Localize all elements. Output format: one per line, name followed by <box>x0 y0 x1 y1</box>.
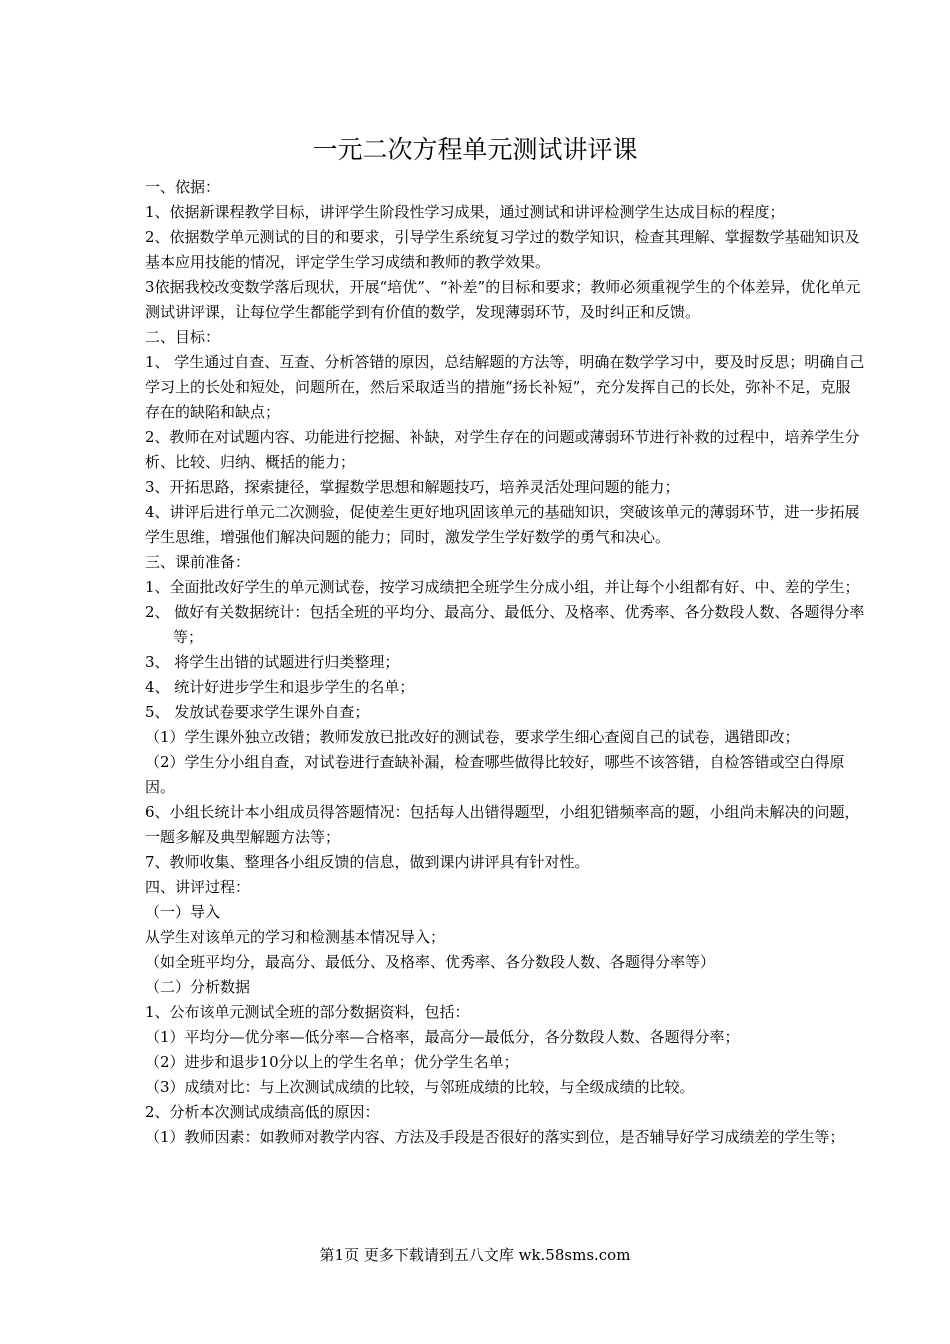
paragraph: 三、课前准备： <box>145 553 251 571</box>
paragraph: （1）教师因素：如教师对教学内容、方法及手段是否很好的落实到位，是否辅导好学习成绩差的学生等； <box>145 1128 845 1146</box>
paragraph: （1）学生课外独立改错；教师发放已批改好的测试卷，要求学生细心查阅自己的试卷，遇错即改； <box>145 728 800 746</box>
paragraph: （2）学生分小组自查，对试卷进行查缺补漏，检查哪些做得比较好，哪些不该答错，自检答错或空白得原因。 <box>145 753 845 796</box>
paragraph: 1、全面批改好学生的单元测试卷，按学习成绩把全班学生分成小组，并让每个小组都有好、中、差的学生； <box>145 578 860 596</box>
paragraph: （二）分析数据 <box>145 978 251 996</box>
paragraph: 3依据我校改变数学落后现状，开展“培优”、“补差”的目标和要求；教师必须重视学生的个体差异，优化单元测试讲评课，让每位学生都能学到有价值的数学，发现薄弱环节，及时纠正和反馈。 <box>145 278 861 321</box>
paragraph: （1）平均分—优分率—低分率—合格率，最高分—最低分，各分数段人数、各题得分率； <box>145 1028 740 1046</box>
paragraph: 2、教师在对试题内容、功能进行挖掘、补缺，对学生存在的问题或薄弱环节进行补救的过程中，培养学生分析、比较、归纳、概括的能力； <box>145 428 860 471</box>
paragraph: 7、教师收集、整理各小组反馈的信息，做到课内讲评具有针对性。 <box>145 853 590 871</box>
paragraph: 1、依据新课程教学目标，讲评学生阶段性学习成果，通过测试和讲评检测学生达成目标的程度； <box>145 203 785 221</box>
page-footer: 第1页 更多下载请到五八文库 wk.58sms.com <box>319 1246 631 1264</box>
paragraph: 4、讲评后进行单元二次测验，促使差生更好地巩固该单元的基础知识，突破该单元的薄弱环节，进一步拓展学生思维，增强他们解决问题的能力；同时，激发学生学好数学的勇气和决心。 <box>145 503 860 546</box>
paragraph: （3）成绩对比：与上次测试成绩的比较，与邻班成绩的比较，与全级成绩的比较。 <box>145 1078 695 1096</box>
paragraph: （一）导入 <box>145 903 221 921</box>
paragraph: 3、 将学生出错的试题进行归类整理； <box>145 653 400 671</box>
paragraph: 6、小组长统计本小组成员得答题情况：包括每人出错得题型，小组犯错频率高的题，小组尚未解决的问题，一题多解及典型解题方法等； <box>145 803 860 846</box>
paragraph: 1、公布该单元测试全班的部分数据资料，包括： <box>145 1003 470 1021</box>
paragraph: 3、开拓思路，探索捷径，掌握数学思想和解题技巧，培养灵活处理问题的能力； <box>145 478 680 496</box>
paragraph: 二、目标： <box>145 328 221 346</box>
paragraph: 四、讲评过程： <box>145 878 251 896</box>
paragraph: 一、依据： <box>145 178 221 196</box>
paragraph: 5、 发放试卷要求学生课外自查； <box>145 703 370 721</box>
paragraph: 2、分析本次测试成绩高低的原因： <box>145 1103 380 1121</box>
paragraph: （2）进步和退步10分以上的学生名单；优分学生名单； <box>145 1053 519 1071</box>
paragraph: 1、 学生通过自查、互查、分析答错的原因，总结解题的方法等，明确在数学学习中，要及时反思；明确自己学习上的长处和短处，问题所在，然后采取适当的措施“扬长补短”，充分发挥自己的长处，弥补不足，克服存在的缺陷和缺点； <box>145 353 865 421</box>
document-body <box>145 175 865 1150</box>
page-title: 一元二次方程单元测试讲评课 <box>312 135 638 164</box>
paragraph: 从学生对该单元的学习和检测基本情况导入； <box>145 928 446 946</box>
paragraph: 4、 统计好进步学生和退步学生的名单； <box>145 678 415 696</box>
paragraph: （如全班平均分，最高分、最低分、及格率、优秀率、各分数段人数、各题得分率等） <box>145 953 716 971</box>
paragraph: 2、 做好有关数据统计：包括全班的平均分、最高分、最低分、及格率、优秀率、各分数段人数、各题得分率等； <box>145 603 865 646</box>
paragraph: 2、依据数学单元测试的目的和要求，引导学生系统复习学过的数学知识，检查其理解、掌握数学基础知识及基本应用技能的情况，评定学生学习成绩和教师的教学效果。 <box>145 228 860 271</box>
